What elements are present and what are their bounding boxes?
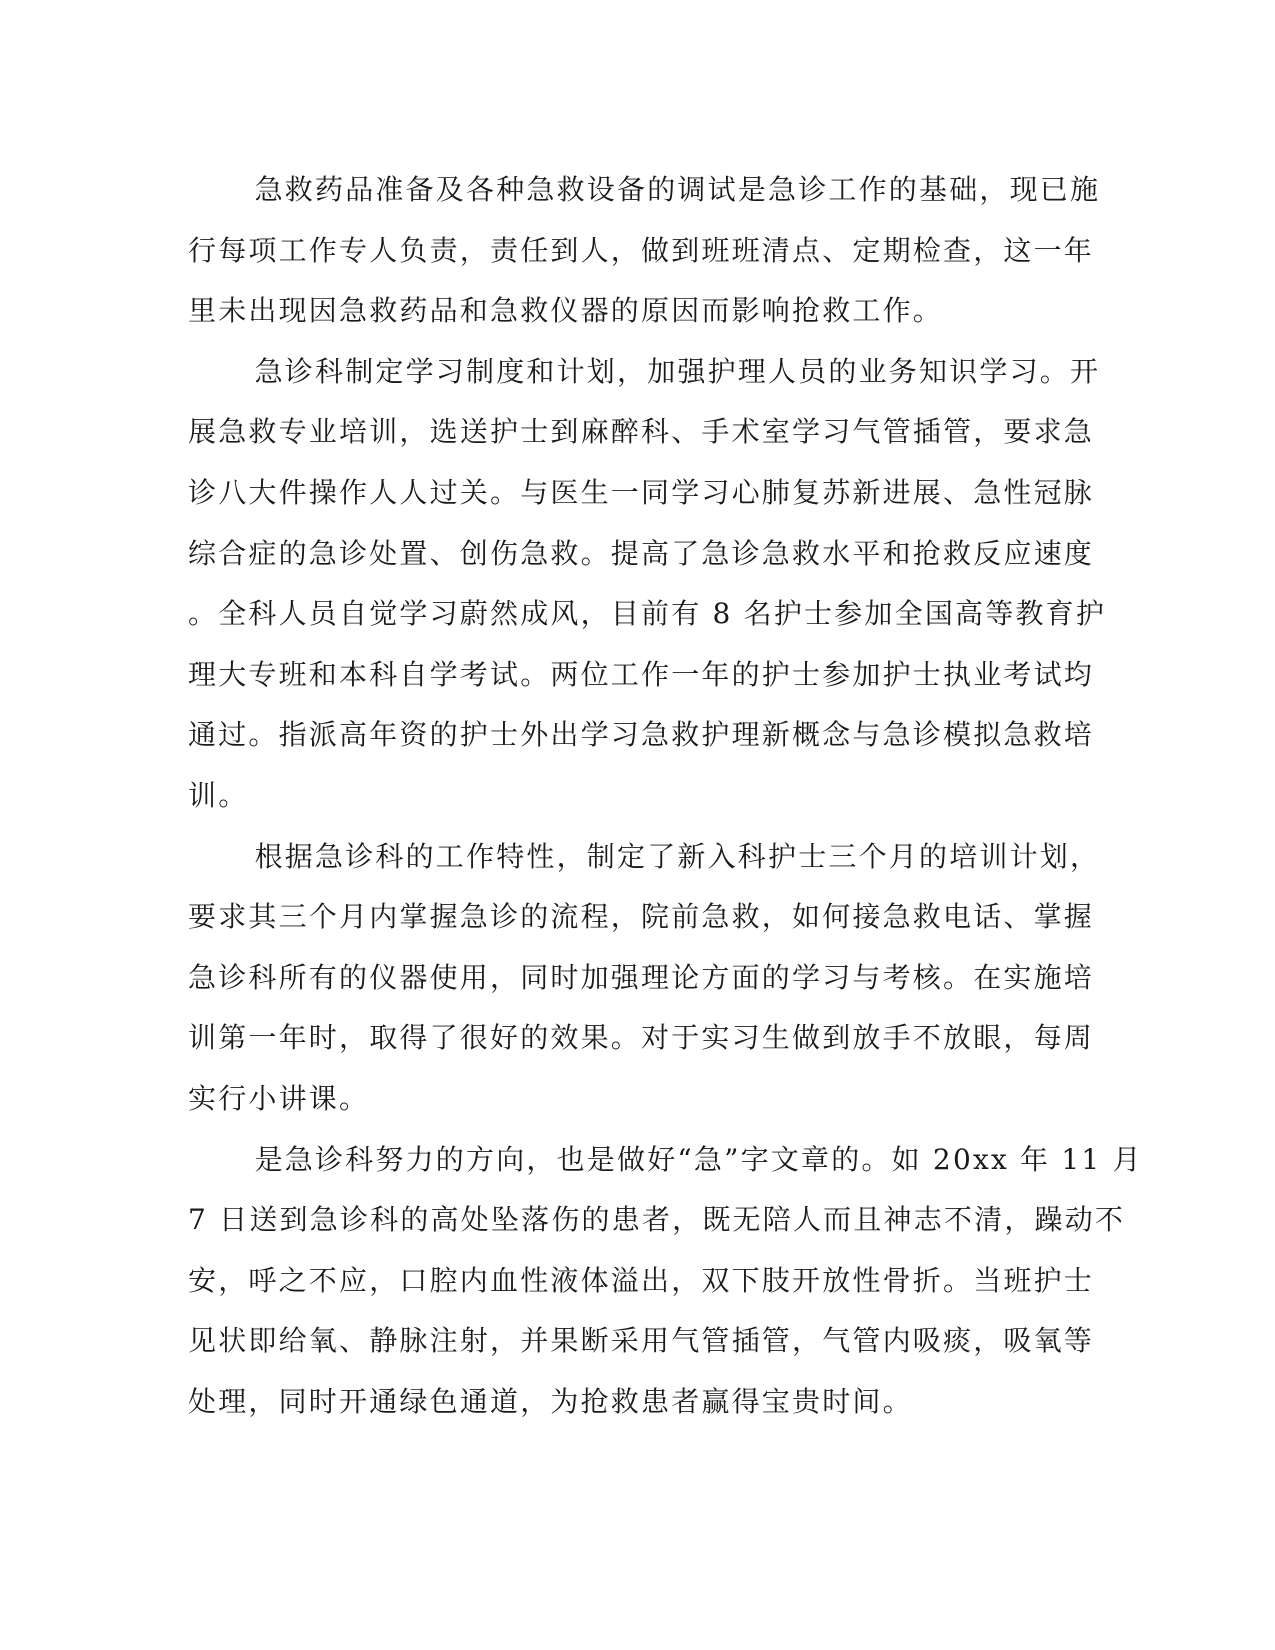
text-line: 训。 (188, 778, 249, 812)
paragraph-1 (188, 160, 1101, 342)
text-line: 急救药品准备及各种急救设备的调试是急诊工作的基础，现已施 (188, 173, 1101, 206)
text-line: 安，呼之不应，口腔内血性液体溢出，双下肢开放性骨折。当班护士 (188, 1263, 1095, 1297)
text-line: 根据急诊科的工作特性，制定了新入科护士三个月的培训计划， (188, 839, 1101, 873)
document-body (188, 160, 1143, 1432)
paragraph-2 (188, 342, 1107, 827)
text-line: 诊八大件操作人人过关。与医生一同学习心肺复苏新进展、急性冠脉 (188, 475, 1095, 509)
text-line: 7 日送到急诊科的高处坠落伤的患者，既无陪人而且神志不清，躁动不 (188, 1203, 1126, 1237)
text-line: 实行小讲课。 (188, 1081, 370, 1115)
text-line: 是急诊科努力的方向，也是做好“急”字文章的。如 20xx 年 11 月 (188, 1142, 1143, 1176)
text-line: 见状即给氧、静脉注射，并果断采用气管插管，气管内吸痰，吸氧等 (188, 1324, 1095, 1358)
text-line: 理大专班和本科自学考试。两位工作一年的护士参加护士执业考试均 (188, 657, 1095, 691)
text-line: 。全科人员自觉学习蔚然成风，目前有 8 名护士参加全国高等教育护 (188, 597, 1107, 631)
text-line: 要求其三个月内掌握急诊的流程，院前急救，如何接急救电话、掌握 (188, 900, 1095, 934)
text-line: 里未出现因急救药品和急救仪器的原因而影响抢救工作。 (188, 294, 944, 328)
text-line: 通过。指派高年资的护士外出学习急救护理新概念与急诊模拟急救培 (188, 718, 1095, 752)
text-line: 处理，同时开通绿色通道，为抢救患者赢得宝贵时间。 (188, 1384, 913, 1418)
paragraph-4 (188, 1130, 1143, 1433)
text-line: 训第一年时，取得了很好的效果。对于实习生做到放手不放眼，每周 (188, 1021, 1095, 1055)
text-line: 急诊科制定学习制度和计划，加强护理人员的业务知识学习。开 (188, 354, 1101, 388)
text-line: 急诊科所有的仪器使用，同时加强理论方面的学习与考核。在实施培 (188, 960, 1095, 994)
text-line: 行每项工作专人负责，责任到人，做到班班清点、定期检查，这一年 (188, 233, 1095, 267)
text-line: 展急救专业培训，选送护士到麻醉科、手术室学习气管插管，要求急 (188, 415, 1095, 449)
paragraph-3 (188, 827, 1101, 1130)
text-line: 综合症的急诊处置、创伤急救。提高了急诊急救水平和抢救反应速度 (188, 536, 1095, 570)
